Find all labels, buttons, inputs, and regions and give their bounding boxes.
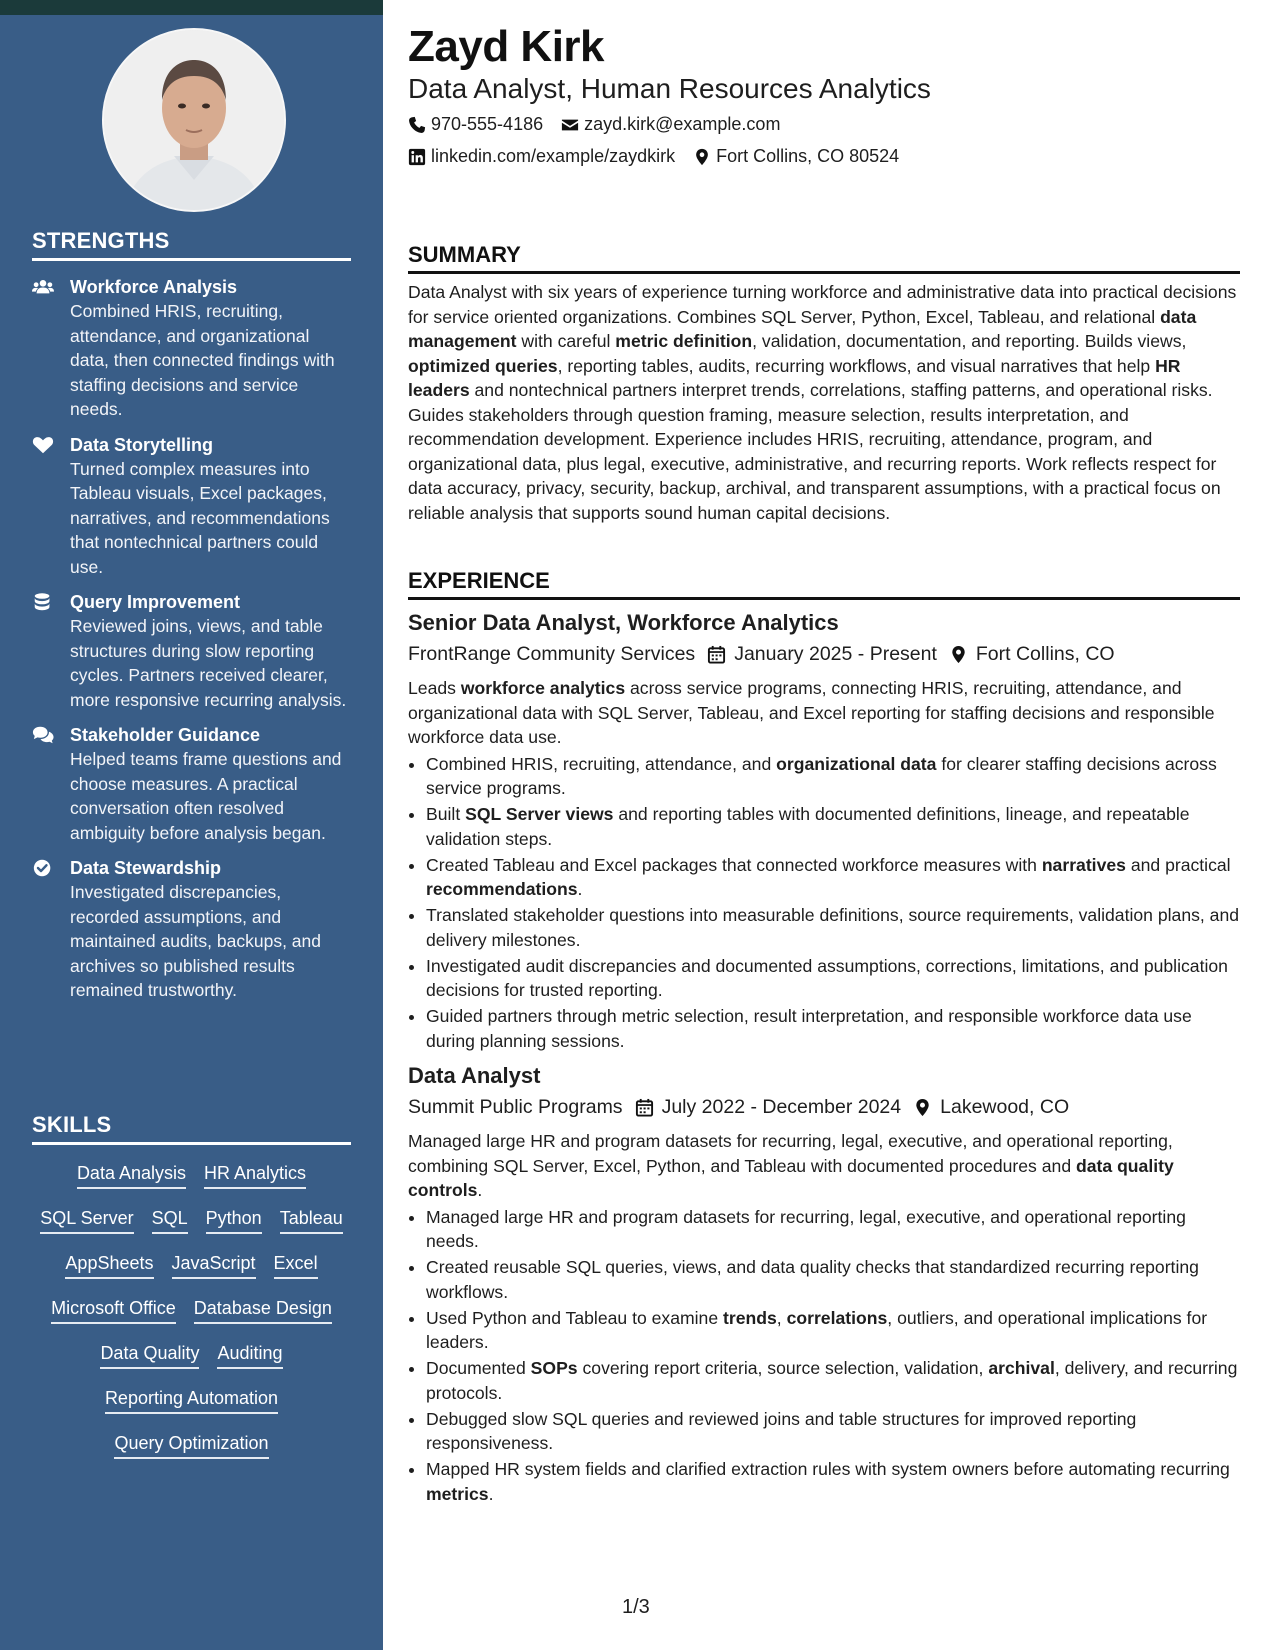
company-name: FrontRange Community Services xyxy=(408,643,696,665)
skill-tag: Tableau xyxy=(280,1207,343,1234)
job-dates: July 2022 - December 2024 xyxy=(661,1096,902,1118)
phone-icon xyxy=(408,116,426,134)
comments-icon xyxy=(32,723,70,845)
email-contact[interactable] xyxy=(561,114,780,135)
job-bullet: • Built SQL Server views and reporting tables with documented definitions, lineage, and repeatable validation steps. xyxy=(426,802,1240,851)
envelope-icon xyxy=(561,116,579,134)
job-bullet: • Used Python and Tableau to examine trends, correlations, outliers, and operational implications for leaders. xyxy=(426,1306,1240,1355)
job-bullet: • Managed large HR and program datasets for recurring, legal, executive, and operational reporting needs. xyxy=(426,1205,1240,1254)
skills-list xyxy=(32,1155,351,1470)
email-text: zayd.kirk@example.com xyxy=(584,114,781,134)
heart-icon xyxy=(32,433,70,580)
phone-text: 970-555-4186 xyxy=(431,114,544,134)
job-location: Fort Collins, CO xyxy=(975,643,1115,665)
job-meta xyxy=(408,640,1240,668)
skill-tag: Python xyxy=(206,1207,262,1234)
skill-tag: SQL Server xyxy=(40,1207,133,1234)
skill-row xyxy=(32,1380,351,1425)
strength-title: Query Improvement xyxy=(70,592,241,612)
job-dates: January 2025 - Present xyxy=(734,643,937,665)
experience-section xyxy=(408,568,1240,1508)
job-bullets xyxy=(408,1205,1240,1507)
summary-section xyxy=(408,242,1240,525)
skill-tag: JavaScript xyxy=(172,1252,256,1279)
job-intro: Managed large HR and program datasets for recurring, legal, executive, and operational reporting, combining SQL Server, Excel, Python, and Tableau with documented procedures and data quality controls. xyxy=(408,1131,1174,1200)
linkedin-icon xyxy=(408,148,426,166)
strength-item xyxy=(32,590,351,712)
skill-tag: Data Analysis xyxy=(77,1162,186,1189)
strength-item xyxy=(32,433,351,580)
calendar-icon xyxy=(635,1098,654,1117)
strength-title: Data Stewardship xyxy=(70,858,222,878)
strengths-section xyxy=(32,228,351,1003)
job-meta xyxy=(408,1093,1240,1121)
job-location: Lakewood, CO xyxy=(940,1096,1070,1118)
strength-item xyxy=(32,275,351,422)
strength-title: Data Storytelling xyxy=(70,434,214,455)
skill-row xyxy=(32,1200,351,1245)
job-bullet: • Guided partners through metric selection, result interpretation, and responsible workforce data use during planning sessions. xyxy=(426,1004,1240,1053)
linkedin-text: linkedin.com/example/zaydkirk xyxy=(431,146,676,166)
check-circle-icon xyxy=(32,856,70,1003)
job-entry xyxy=(408,608,1240,1053)
skill-row xyxy=(32,1290,351,1335)
strengths-heading: STRENGTHS xyxy=(32,228,351,261)
location-contact xyxy=(693,146,899,167)
experience-heading: EXPERIENCE xyxy=(408,568,1240,600)
job-bullets xyxy=(408,752,1240,1054)
skill-tag: Query Optimization xyxy=(114,1432,268,1459)
job-dates-wrap xyxy=(635,1093,902,1121)
job-title: Data Analyst xyxy=(408,1063,541,1088)
job-bullet: • Created Tableau and Excel packages that connected workforce measures with narratives and practical recommendations. xyxy=(426,853,1240,902)
job-location-wrap xyxy=(913,1093,1069,1121)
skills-heading: SKILLS xyxy=(32,1112,351,1145)
skill-tag: Auditing xyxy=(217,1342,282,1369)
users-icon xyxy=(32,275,70,422)
contact-row xyxy=(408,146,917,167)
job-location-wrap xyxy=(949,640,1115,668)
candidate-role: Data Analyst, Human Resources Analytics xyxy=(408,73,931,104)
job-entry xyxy=(408,1061,1240,1506)
skills-section xyxy=(32,1112,351,1470)
skill-row xyxy=(32,1425,351,1470)
company-name: Summit Public Programs xyxy=(408,1096,623,1118)
linkedin-contact[interactable] xyxy=(408,146,675,167)
skill-tag: Reporting Automation xyxy=(105,1387,278,1414)
strength-description: Turned complex measures into Tableau visuals, Excel packages, narratives, and recommendations that nontechnical partners could use. xyxy=(70,458,330,577)
skill-row xyxy=(32,1155,351,1200)
job-intro: Leads workforce analytics across service programs, connecting HRIS, recruiting, attendance, and organizational data with SQL Server, Tableau, and Excel reporting for staffing decisions and responsible workforce data use. xyxy=(408,678,1215,747)
job-bullet: • Combined HRIS, recruiting, attendance, and organizational data for clearer staffing decisions across service programs. xyxy=(426,752,1240,801)
skill-row xyxy=(32,1245,351,1290)
job-bullet: • Created reusable SQL queries, views, and data quality checks that standardized recurring reporting workflows. xyxy=(426,1255,1240,1304)
job-title: Senior Data Analyst, Workforce Analytics xyxy=(408,610,839,635)
skill-tag: Microsoft Office xyxy=(51,1297,176,1324)
phone-contact[interactable] xyxy=(408,114,543,135)
job-bullet: • Debugged slow SQL queries and reviewed joins and table structures for improved reporting responsiveness. xyxy=(426,1407,1240,1456)
skill-tag: Database Design xyxy=(194,1297,332,1324)
skill-tag: HR Analytics xyxy=(204,1162,306,1189)
map-pin-icon xyxy=(949,645,968,664)
skill-tag: Data Quality xyxy=(100,1342,199,1369)
map-pin-icon xyxy=(913,1098,932,1117)
strength-description: Reviewed joins, views, and table structures during slow reporting cycles. Partners received clearer, more responsive recurring analysis. xyxy=(70,616,347,710)
skill-row xyxy=(32,1335,351,1380)
job-dates-wrap xyxy=(707,640,937,668)
skill-tag: Excel xyxy=(274,1252,318,1279)
strength-title: Workforce Analysis xyxy=(70,277,238,297)
profile-photo xyxy=(102,28,286,212)
strength-description: Combined HRIS, recruiting, attendance, and organizational data, then connected findings with staffing decisions and service needs. xyxy=(70,301,335,419)
job-bullet: • Investigated audit discrepancies and documented assumptions, corrections, limitations, and publication decisions for trusted reporting. xyxy=(426,954,1240,1003)
job-bullet: • Translated stakeholder questions into measurable definitions, source requirements, validation plans, and delivery milestones. xyxy=(426,903,1240,952)
strength-description: Helped teams frame questions and choose measures. A practical conversation often resolved ambiguity before analysis began. xyxy=(70,749,342,843)
job-bullet: • Mapped HR system fields and clarified extraction rules with system owners before automating recurring metrics. xyxy=(426,1457,1240,1506)
strength-description: Investigated discrepancies, recorded assumptions, and maintained audits, backups, and archives so published results remained trustworthy. xyxy=(70,882,321,1000)
database-icon xyxy=(32,590,70,712)
map-pin-icon xyxy=(693,148,711,166)
job-bullet: • Documented SOPs covering report criteria, source selection, validation, archival, delivery, and recurring protocols. xyxy=(426,1356,1240,1405)
sidebar xyxy=(0,0,383,1650)
summary-heading: SUMMARY xyxy=(408,242,1240,274)
page-number: 1/3 xyxy=(622,1596,650,1618)
calendar-icon xyxy=(707,645,726,664)
location-text: Fort Collins, CO 80524 xyxy=(716,146,900,166)
summary-text: Data Analyst with six years of experience turning workforce and administrative data into practical decisions for service oriented organizations. Combines SQL Server, Python, Excel, Tableau, and relational data management with careful metric definition, validation, documentation, and reporting. Builds views, optimized queries, reporting tables, audits, recurring workflows, and visual narratives that help HR leaders and nontechnical partners interpret trends, correlations, staffing patterns, and operational risks. Guides stakeholders through question framing, measure selection, results interpretation, and recommendation development. Experience includes HRIS, recruiting, attendance, program, and organizational data, plus legal, executive, administrative, and recurring reports. Work reflects respect for data accuracy, privacy, security, backup, archival, and transparent assumptions, with a practical focus on reliable analysis that supports sound human capital decisions. xyxy=(408,282,1237,523)
strength-item xyxy=(32,856,351,1003)
candidate-name: Zayd Kirk xyxy=(408,22,605,71)
contact-row xyxy=(408,114,798,135)
strength-title: Stakeholder Guidance xyxy=(70,725,261,745)
skill-tag: AppSheets xyxy=(65,1252,153,1279)
sidebar-top-bar xyxy=(0,0,383,15)
skill-tag: SQL xyxy=(152,1207,188,1234)
strength-item xyxy=(32,723,351,845)
